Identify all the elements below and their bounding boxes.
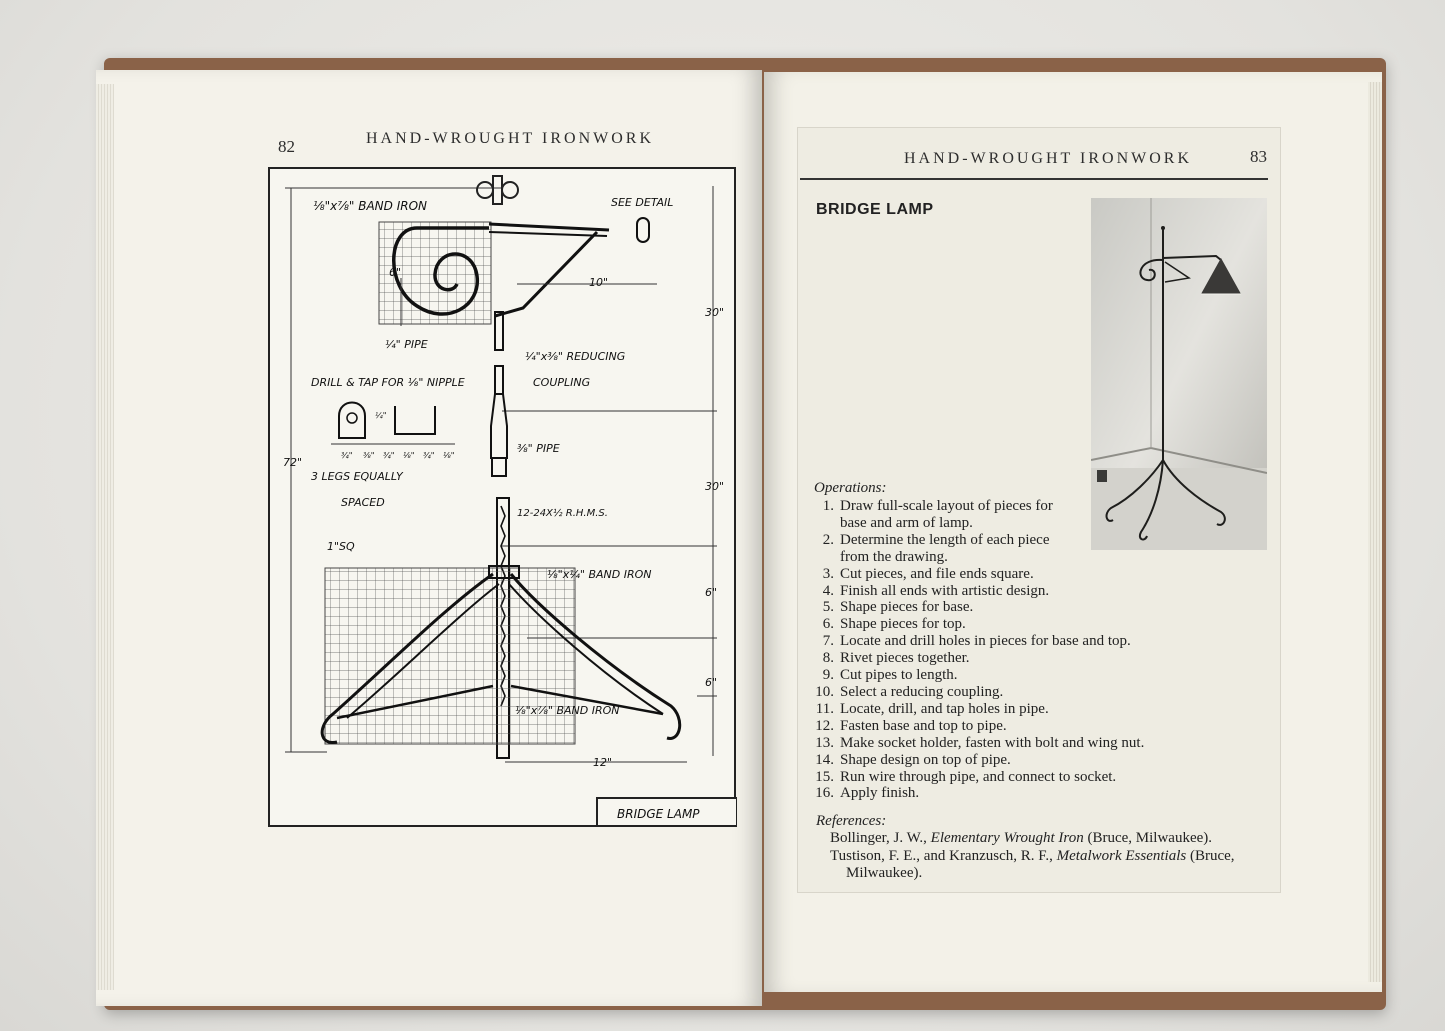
label-band-iron-top: ⅛"x⅞" BAND IRON [313, 199, 427, 213]
label-dim-10: 10" [589, 276, 609, 289]
label-legs: 3 LEGS EQUALLY [311, 470, 403, 483]
detail-dim: ¾" [341, 451, 353, 460]
operation-step: 11. Locate, drill, and tap holes in pipe. [815, 700, 1049, 717]
operation-step: 13. Make socket holder, fasten with bolt and wing nut. [815, 734, 1145, 751]
operations-list [814, 498, 1144, 802]
operation-step: 4. Finish all ends with artistic design. [822, 582, 1050, 599]
operation-step: 2. Determine the length of each piece [822, 531, 1050, 548]
detail-dim: ⅜" [363, 451, 375, 460]
references-list [830, 830, 1286, 883]
label-dim-30-mid: 30" [705, 480, 725, 493]
label-rhms: 12-24X½ R.H.M.S. [517, 508, 608, 519]
references-title: References: [816, 813, 887, 829]
operation-step: from the drawing. [840, 548, 948, 565]
detail-dim: ⅛" [443, 451, 455, 460]
operation-step: 6. Shape pieces for top. [822, 616, 966, 633]
label-dim-30-top: 30" [705, 306, 725, 319]
label-spaced: SPACED [341, 496, 385, 509]
page-edges [1368, 82, 1382, 982]
label-drill-tap: DRILL & TAP FOR ⅛" NIPPLE [311, 376, 465, 389]
label-sq: 1"SQ [327, 540, 355, 553]
label-quarter-pipe: ¼" PIPE [385, 338, 428, 351]
page-edges [96, 84, 114, 990]
detail-dim: ⅛" [403, 451, 415, 460]
label-see-detail: SEE DETAIL [611, 196, 674, 209]
bridge-lamp-drawing [267, 166, 737, 828]
operation-step: 8. Rivet pieces together. [822, 650, 970, 667]
label-dim-6-bottom: 6" [705, 676, 718, 689]
label-dim-72: 72" [283, 456, 303, 469]
figure-title: BRIDGE LAMP [816, 201, 934, 218]
detail-height: ¼" [375, 411, 387, 420]
label-dim-12: 12" [593, 756, 613, 769]
label-three-eighths-pipe: ⅜" PIPE [517, 442, 560, 455]
reference-item: Tustison, F. E., and Kranzusch, R. F., Metalwork Essentials (Bruce, Milwaukee). [830, 847, 1235, 881]
operation-step: 7. Locate and drill holes in pieces for base and top. [822, 633, 1131, 650]
label-dim-6-low: 6" [705, 586, 718, 599]
running-head-left: HAND-WROUGHT IRONWORK [366, 130, 655, 147]
operations-title: Operations: [814, 480, 887, 496]
operation-step: 5. Shape pieces for base. [822, 599, 974, 616]
operation-step: 10. Select a reducing coupling. [815, 683, 1004, 700]
label-coupling: COUPLING [533, 376, 591, 389]
operation-step: 15. Run wire through pipe, and connect to socket. [815, 768, 1117, 785]
operation-step: 3. Cut pieces, and file ends square. [822, 565, 1034, 582]
drawing-title-box-text: BRIDGE LAMP [617, 807, 700, 821]
operation-step: 1. Draw full-scale layout of pieces for [822, 498, 1053, 514]
running-head-right: HAND-WROUGHT IRONWORK [904, 150, 1193, 167]
header-rule [800, 178, 1268, 180]
detail-dim: ¾" [383, 451, 395, 460]
operation-step: base and arm of lamp. [840, 514, 973, 531]
reference-item: Bollinger, J. W., Elementary Wrought Iron (Bruce, Milwaukee). [830, 830, 1213, 846]
operation-step: 12. Fasten base and top to pipe. [815, 717, 1007, 734]
base-grid [325, 568, 575, 744]
label-dim-6: 6" [389, 266, 402, 279]
label-band-iron-bottom: ⅛"x⅞" BAND IRON [515, 704, 620, 717]
page-number-left: 82 [278, 137, 295, 156]
operation-step: 14. Shape design on top of pipe. [815, 751, 1011, 768]
operation-step: 9. Cut pipes to length. [822, 667, 958, 684]
label-reducing: ¼"x⅜" REDUCING [525, 350, 626, 363]
label-band-iron-mid: ⅛"x¼" BAND IRON [547, 568, 652, 581]
page-number-right: 83 [1250, 147, 1267, 166]
operation-step: 16. Apply finish. [815, 785, 920, 802]
detail-dim: ¾" [423, 451, 435, 460]
